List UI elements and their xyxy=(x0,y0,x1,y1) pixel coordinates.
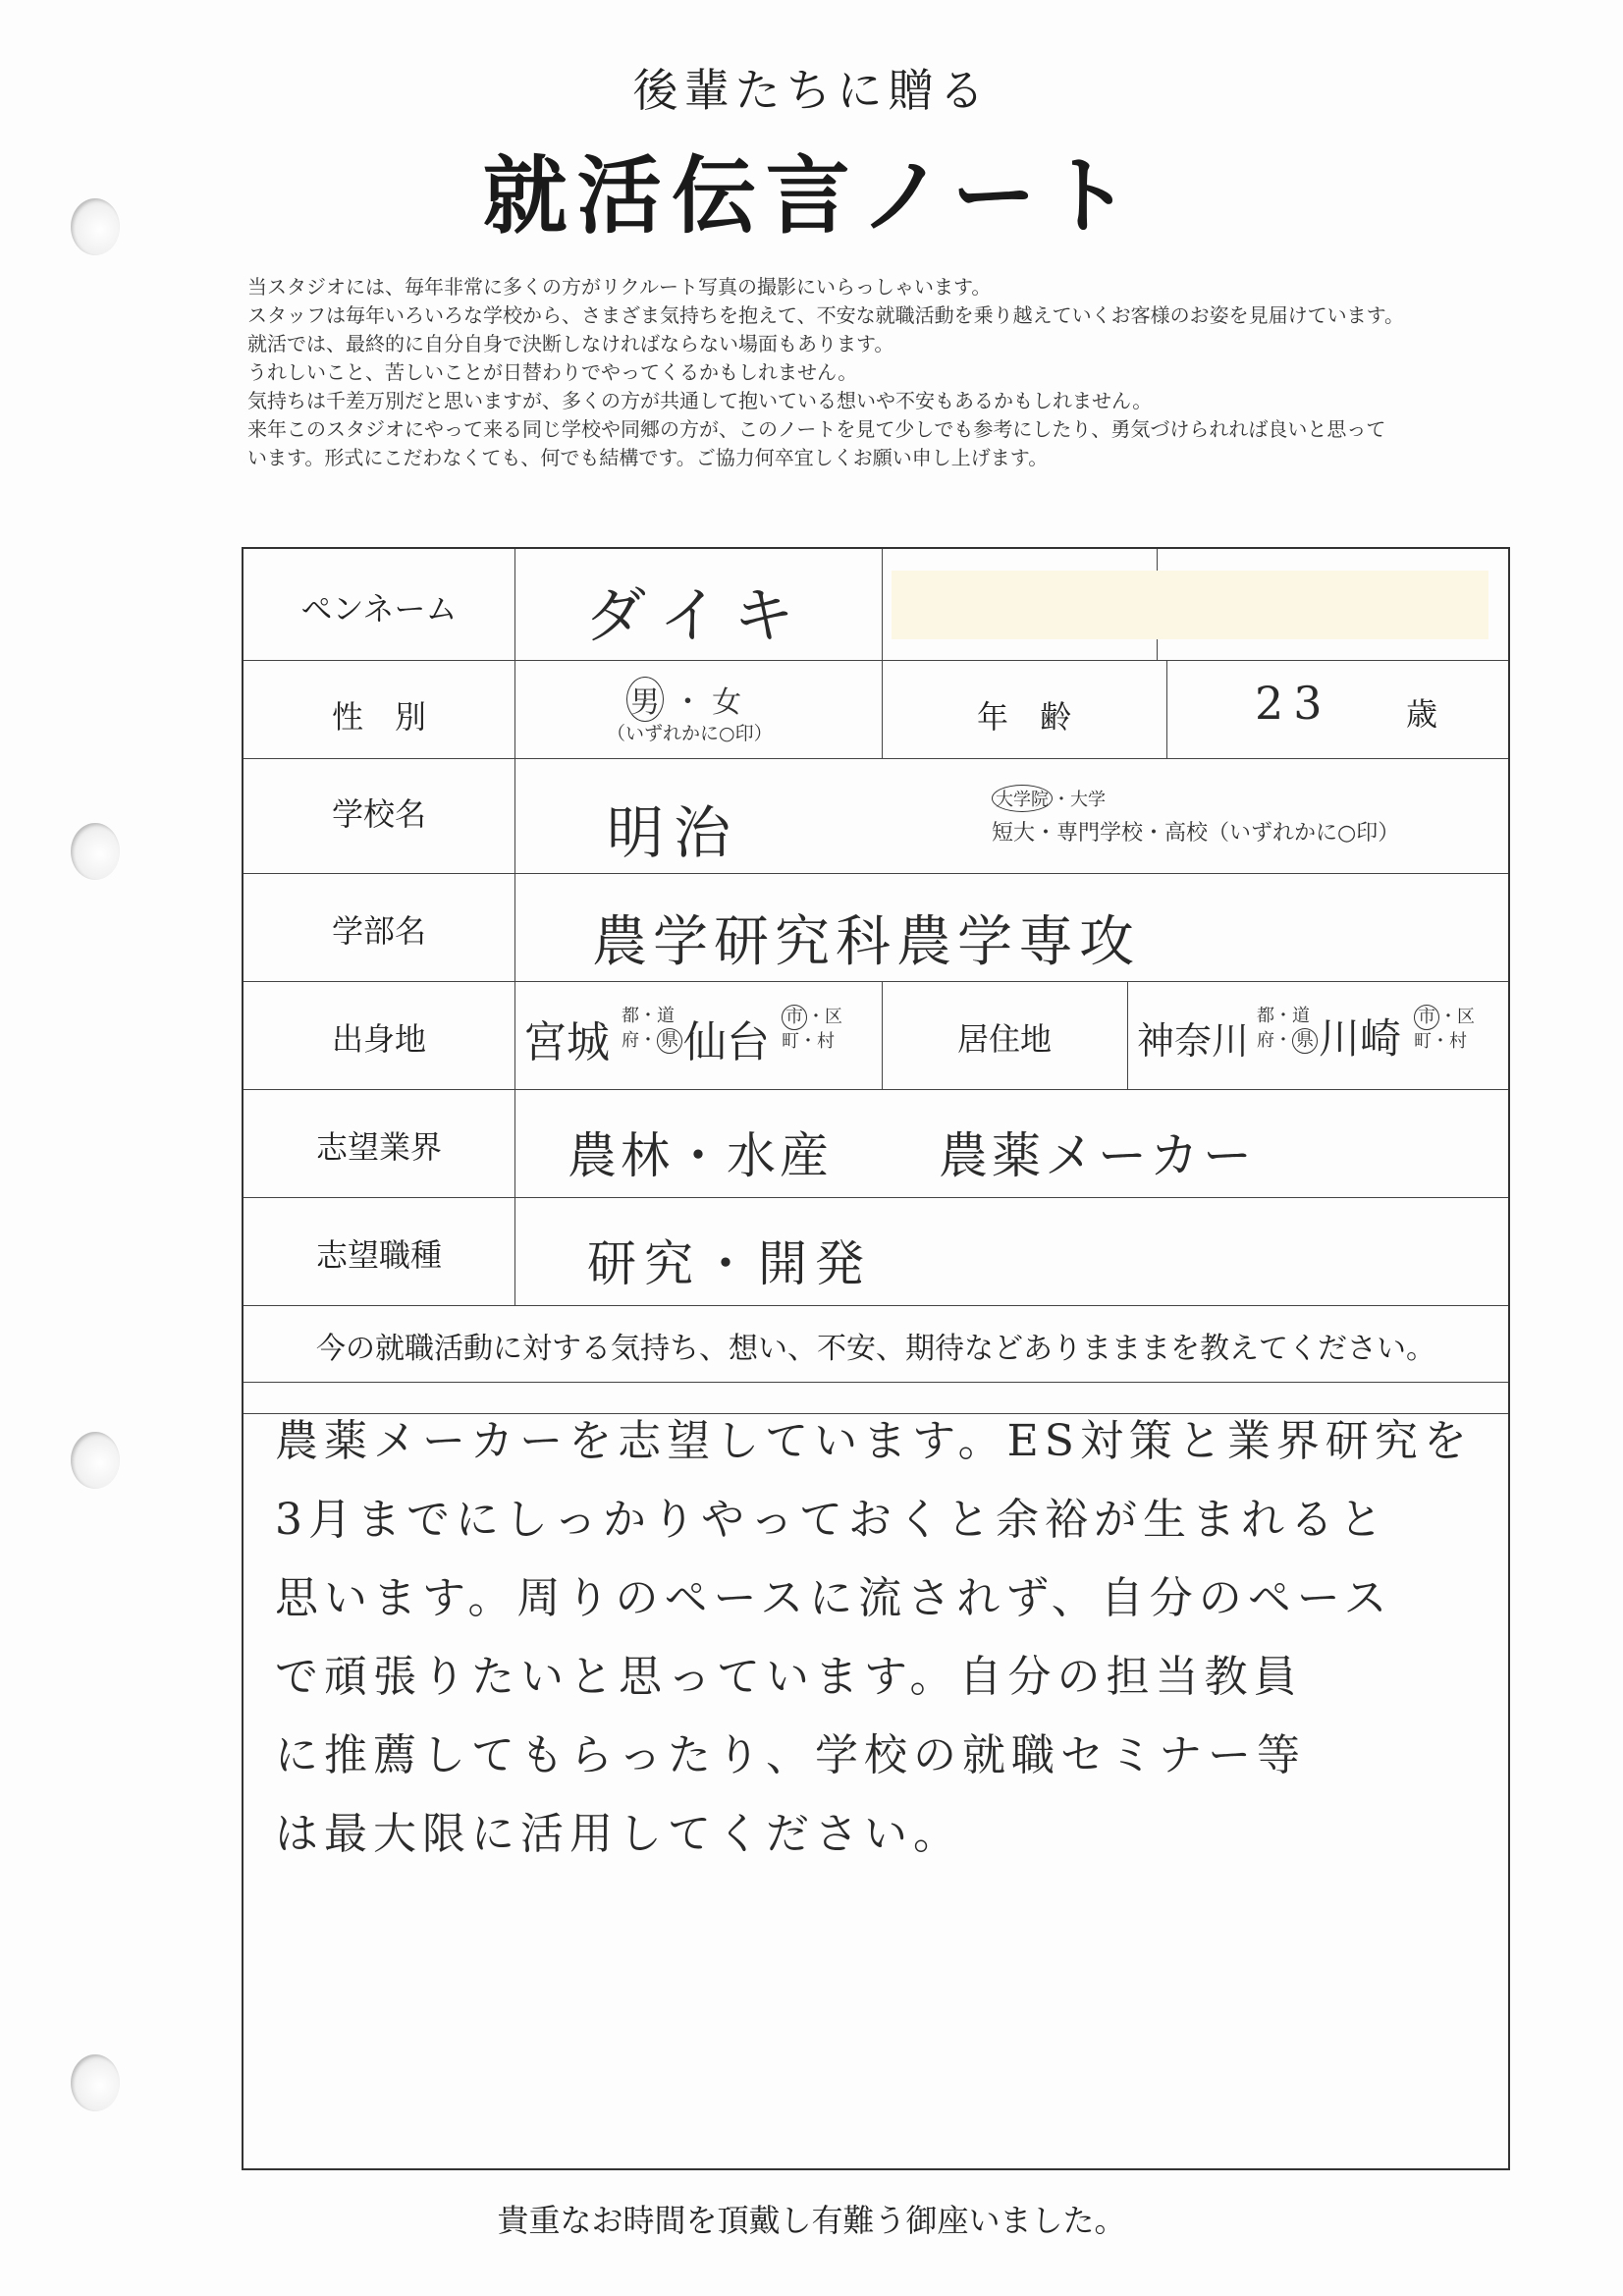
job-label: 志望職種 xyxy=(315,1236,442,1274)
residence-label: 居住地 xyxy=(956,1020,1052,1058)
hometown-city: 仙台 xyxy=(683,1017,770,1067)
binder-hole xyxy=(71,2054,120,2111)
message-line: は最大限に活用してください。 xyxy=(275,1809,962,1859)
message-line: に推薦してもらったり、学校の就職セミナー等 xyxy=(275,1730,1306,1780)
message-line: で頑張りたいと思っています。自分の担当教員 xyxy=(275,1652,1303,1702)
gender-female: 女 xyxy=(712,685,742,720)
redacted-field xyxy=(892,571,1488,639)
intro-line: うれしいこと、苦しいことが日替わりでやってくるかもしれません。 xyxy=(247,360,858,384)
age-value: 23 xyxy=(1255,677,1332,730)
pen-name-value: ダイキ xyxy=(585,579,808,651)
intro-line: います。形式にこだわなくても、何でも結構です。ご協力何卒宜しくお願い申し上げます。 xyxy=(247,446,1049,469)
binder-hole xyxy=(71,823,120,880)
intro-line: スタッフは毎年いろいろな学校から、さまざま気持ちを抱えて、不安な就職活動を乗り越えていくお客様のお姿を見届けています。 xyxy=(247,303,1404,327)
age-unit: 歳 xyxy=(1405,695,1437,733)
age-label: 年 齢 xyxy=(976,698,1071,736)
industry-value: 農林・水産 農薬メーカー xyxy=(568,1127,1256,1184)
feelings-prompt: 今の就職活動に対する気持ち、想い、不安、期待などありまままを教えてください。 xyxy=(316,1332,1435,1366)
binder-hole xyxy=(71,1432,120,1489)
hometown-label: 出身地 xyxy=(331,1020,426,1058)
header-title: 就活伝言ノート xyxy=(482,147,1141,246)
intro-line: 当スタジオには、毎年非常に多くの方がリクルート写真の撮影にいらっしゃいます。 xyxy=(247,275,992,299)
message-line: 思います。周りのペースに流されず、自分のペース xyxy=(275,1573,1393,1623)
intro-line: 気持ちは千差万別だと思いますが、多くの方が共通して抱いている想いや不安もあるかもしれません。 xyxy=(247,389,1153,412)
gender-label: 性 別 xyxy=(331,698,426,736)
thanks-footer: 貴重なお時間を頂戴し有難う御座いました。 xyxy=(497,2202,1126,2239)
message-line: 3月までにしっかりやっておくと余裕が生まれると xyxy=(275,1495,1388,1545)
hometown-pref-units: 都・道 府・ 県 xyxy=(622,1005,682,1054)
hometown-city-units: 市 ・区 町・村 xyxy=(782,1007,842,1052)
school-type-line1: 大学院 ・大学 xyxy=(992,785,1106,812)
faculty-value: 農学研究科農学専攻 xyxy=(592,910,1140,974)
school-type-line2: 短大・専門学校・高校（いずれかに○印） xyxy=(992,821,1400,846)
gender-options xyxy=(626,677,741,722)
school-value: 明治 xyxy=(607,799,741,866)
school-type-grad: 大学院 xyxy=(992,785,1053,812)
gender-note: （いずれかに○印） xyxy=(607,723,773,744)
message-body xyxy=(275,1402,1483,1874)
intro-line: 就活では、最終的に自分自身で決断しなければならない場面もあります。 xyxy=(247,332,894,355)
school-label: 学校名 xyxy=(331,795,426,833)
message-line: 農薬メーカーを志望しています。ES対策と業界研究を xyxy=(275,1416,1473,1466)
questionnaire-form xyxy=(242,547,1510,2170)
gender-sep: ・ xyxy=(673,685,703,720)
intro-line: 来年このスタジオにやって来る同じ学校や同郷の方が、このノートを見て少しでも参考にしたり、勇気づけられれば良いと思って xyxy=(247,417,1386,441)
pen-name-label: ペンネーム xyxy=(300,590,458,628)
residence-city-units: 市 ・区 町・村 xyxy=(1414,1007,1475,1052)
gender-male: 男 xyxy=(626,677,664,722)
residence-pref-units: 都・道 府・ 県 xyxy=(1257,1005,1318,1054)
industry-label: 志望業界 xyxy=(315,1128,442,1166)
residence-city: 川崎 xyxy=(1319,1014,1402,1063)
job-value: 研究・開発 xyxy=(587,1235,872,1292)
residence-pref: 神奈川 xyxy=(1137,1019,1250,1063)
intro-paragraph xyxy=(247,273,1583,472)
faculty-label: 学部名 xyxy=(331,912,426,950)
header-subtitle: 後輩たちに贈る xyxy=(632,64,991,117)
hometown-pref: 宮城 xyxy=(523,1017,610,1067)
